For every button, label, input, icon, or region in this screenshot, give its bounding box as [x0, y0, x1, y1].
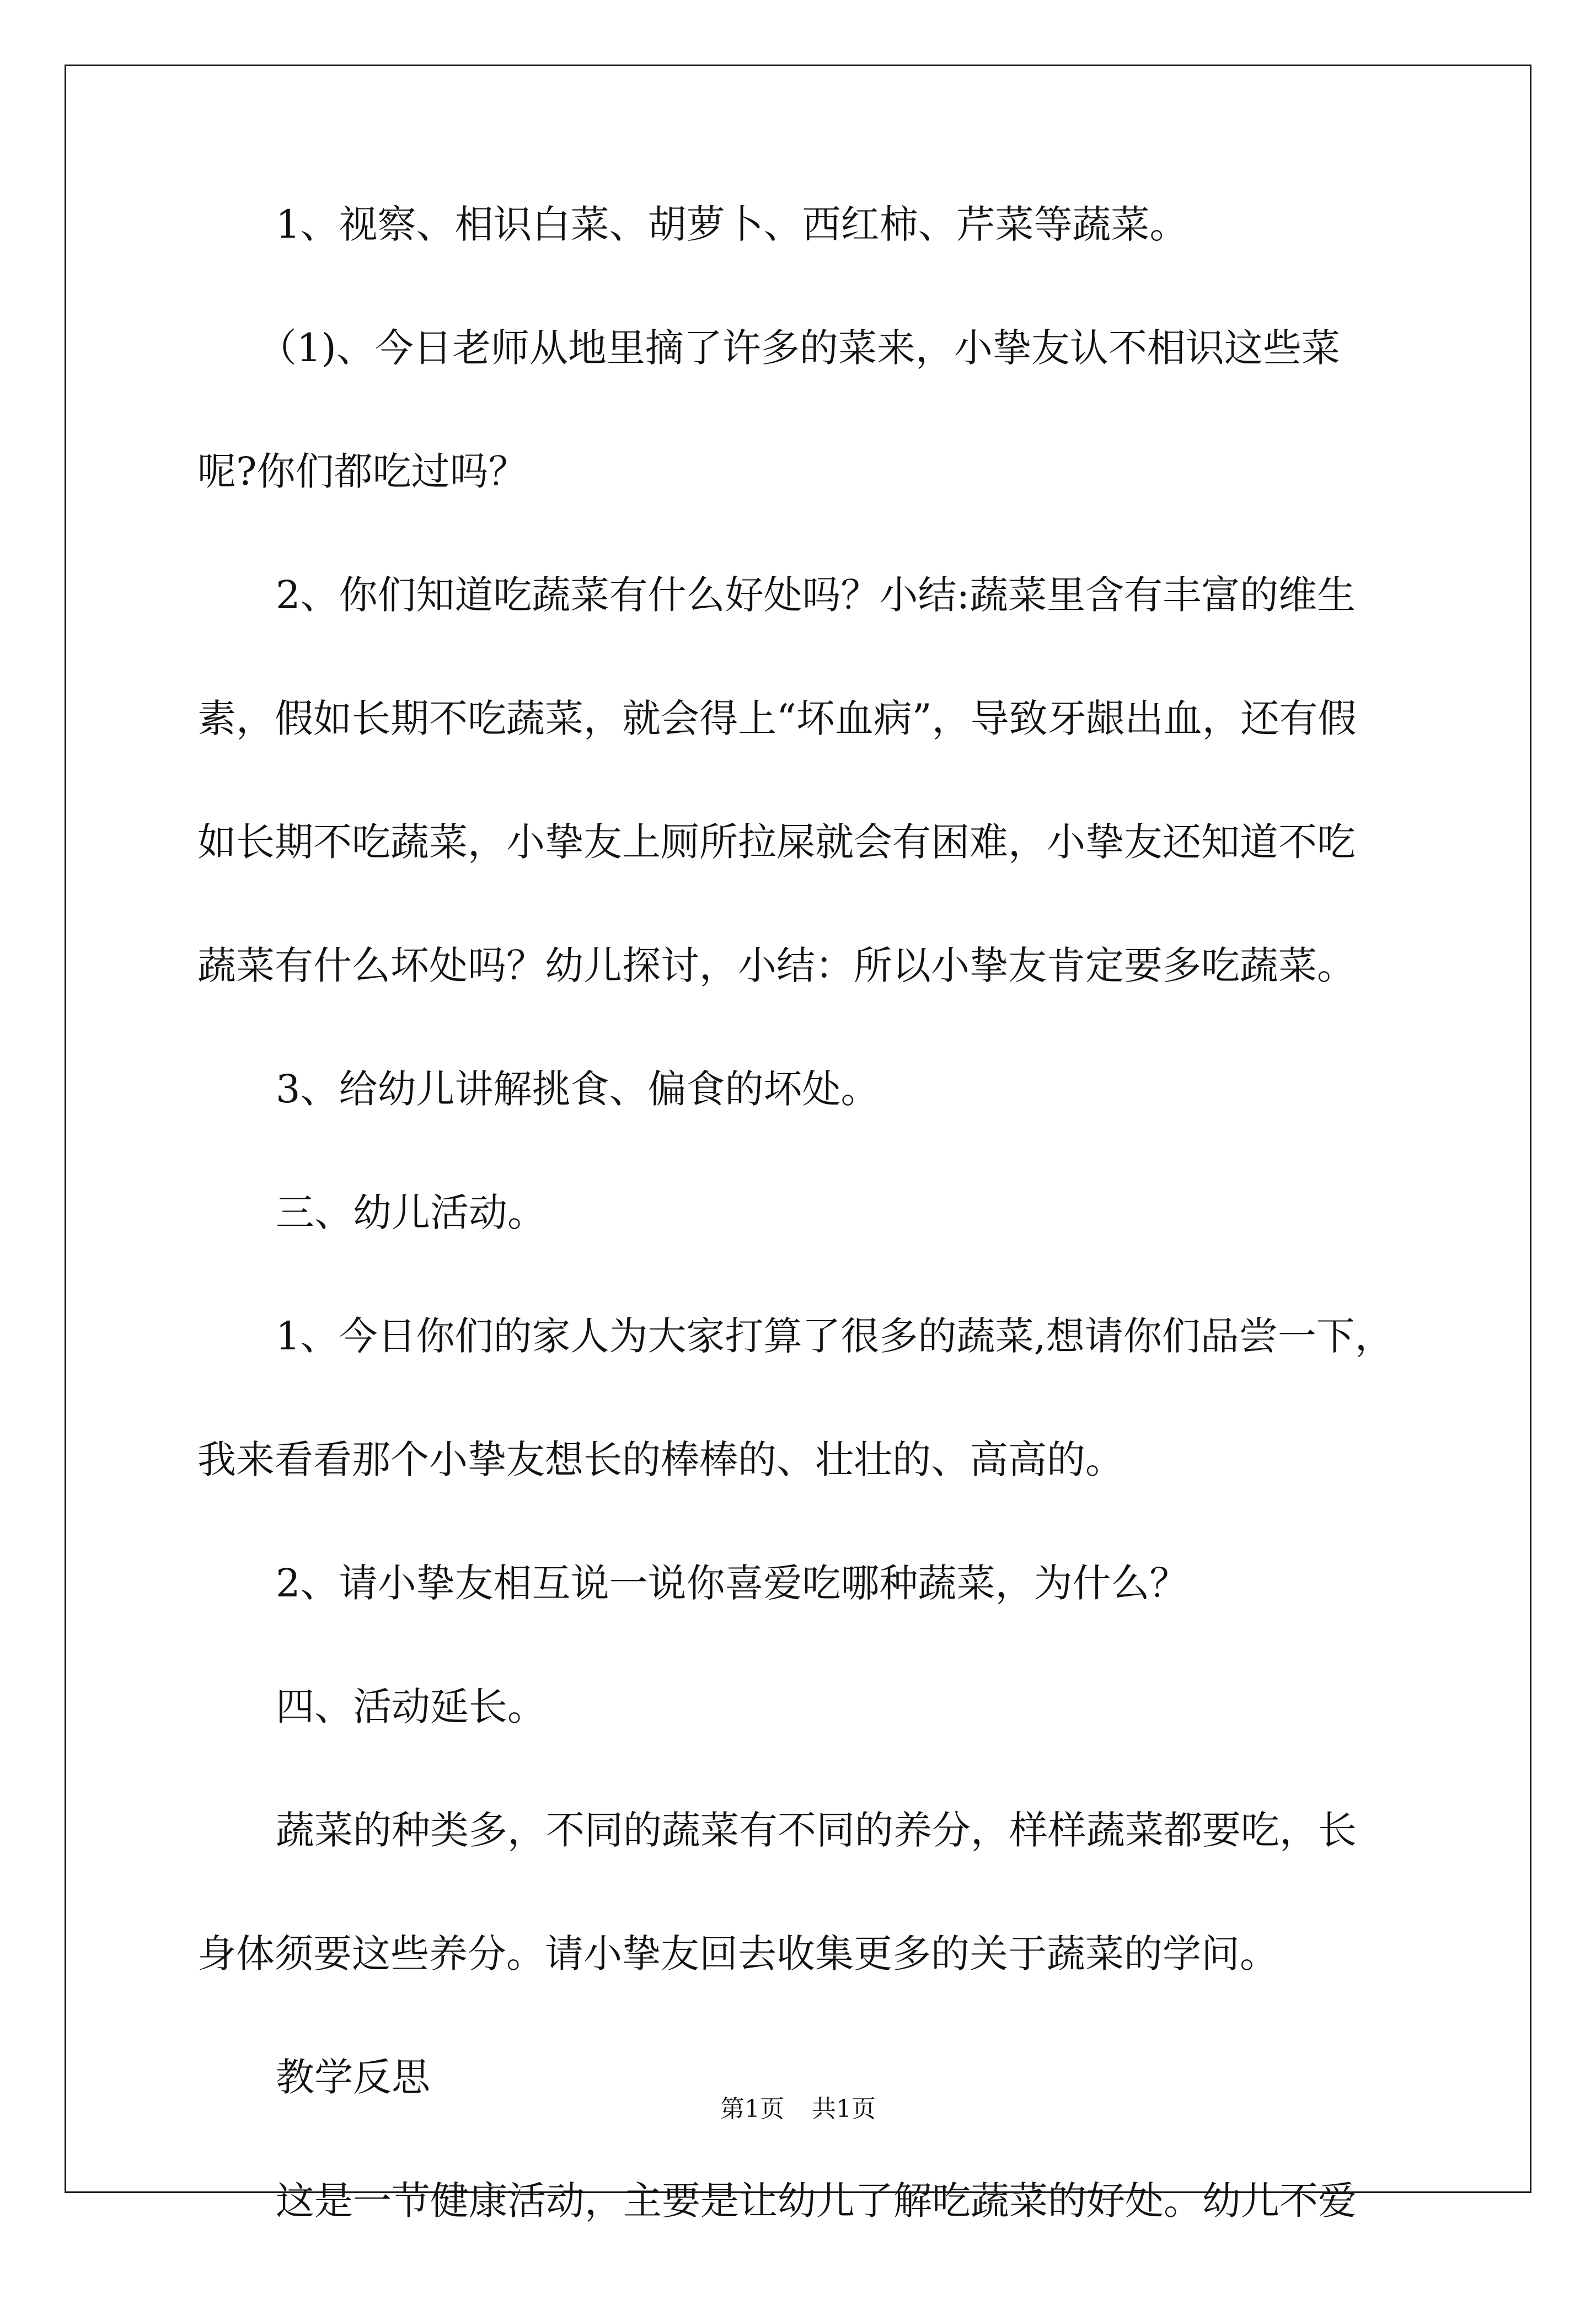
text-line: 蔬菜的种类多，不同的蔬菜有不同的养分，样样蔬菜都要吃，长 — [276, 1808, 1357, 1853]
document-body — [197, 202, 1403, 2305]
text-line: 3、给幼儿讲解挑食、偏食的坏处。 — [276, 1066, 880, 1112]
text-line: 2、你们知道吃蔬菜有什么好处吗？小结:蔬菜里含有丰富的维生 — [276, 572, 1356, 618]
page-footer — [0, 2089, 1596, 2124]
text-line: 1、视察、相识白菜、胡萝卜、西红柿、芹菜等蔬菜。 — [276, 202, 1188, 247]
text-line: 2、请小挚友相互说一说你喜爱吃哪种蔬菜，为什么？ — [276, 1561, 1188, 1606]
text-line: 这是一节健康活动，主要是让幼儿了解吃蔬菜的好处。幼儿不爱 — [276, 2178, 1357, 2223]
text-line: 四、活动延长。 — [276, 1684, 546, 1729]
page-total: 共1页 — [812, 2095, 876, 2123]
page-number: 第1页 — [720, 2095, 784, 2123]
text-line: 身体须要这些养分。请小挚友回去收集更多的关于蔬菜的学问。 — [197, 1931, 1278, 1976]
text-line: 我来看看那个小挚友想长的棒棒的、壮壮的、高高的。 — [197, 1437, 1124, 1482]
text-line: 蔬菜有什么坏处吗？幼儿探讨，小结：所以小挚友肯定要多吃蔬菜。 — [197, 943, 1356, 988]
text-line: 如长期不吃蔬菜，小挚友上厕所拉屎就会有困难，小挚友还知道不吃 — [197, 819, 1356, 865]
text-line: （1)、今日老师从地里摘了许多的菜来，小挚友认不相识这些菜 — [258, 325, 1340, 371]
text-line: 1、今日你们的家人为大家打算了很多的蔬菜,想请你们品尝一下， — [276, 1314, 1394, 1359]
text-line: 三、幼儿活动。 — [276, 1190, 546, 1235]
text-line: 素，假如长期不吃蔬菜，就会得上“坏血病”，导致牙龈出血，还有假 — [197, 696, 1357, 741]
text-line: 教学反思 — [276, 2055, 430, 2100]
text-line: 呢?你们都吃过吗？ — [197, 449, 527, 494]
